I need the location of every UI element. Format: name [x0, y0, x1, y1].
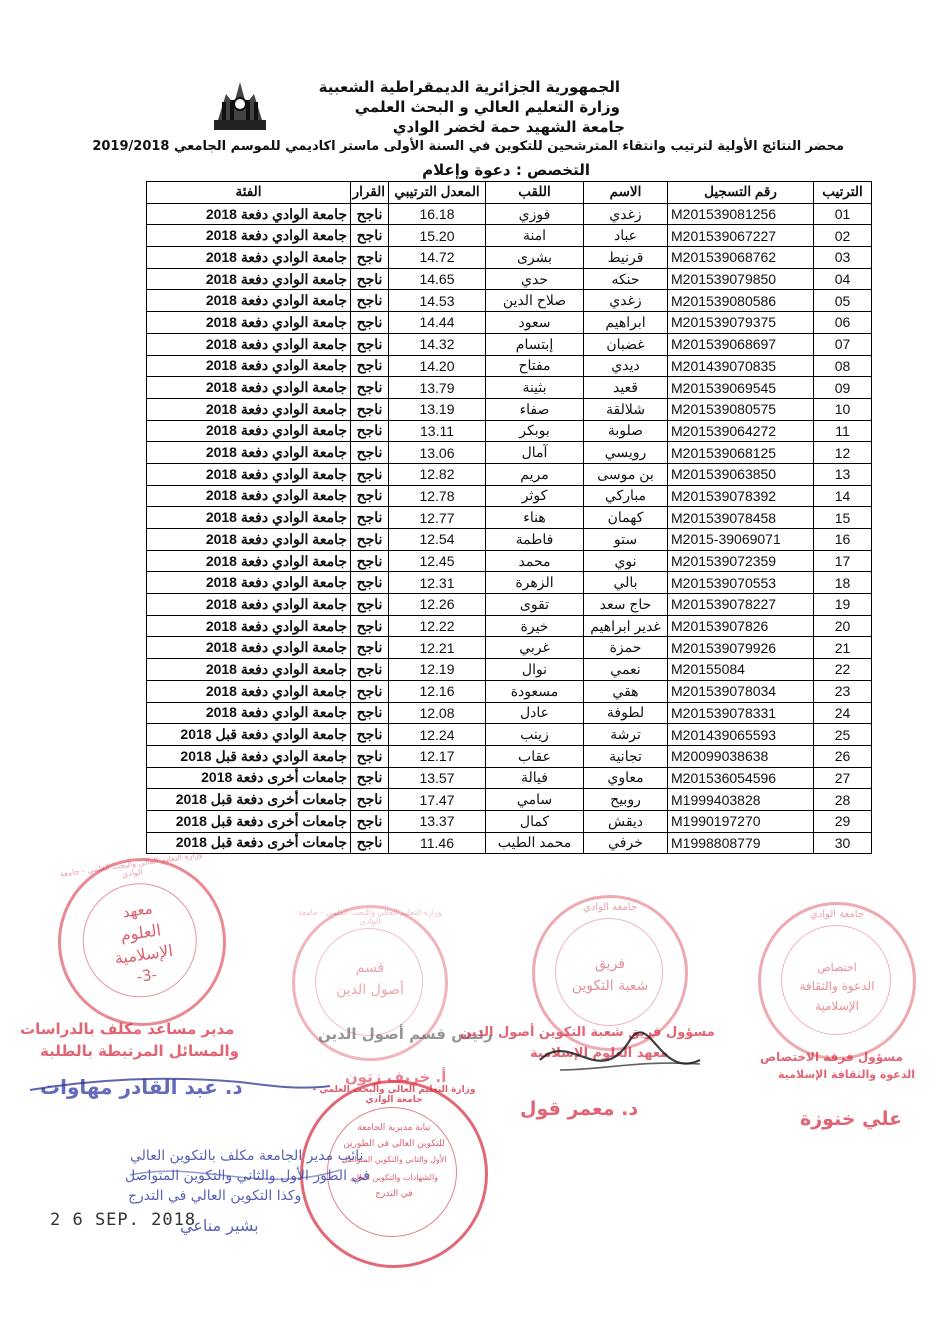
cell-first-name: حاج سعد	[584, 594, 668, 616]
cell-last-name: بوبكر	[486, 420, 584, 442]
cell-rank: 04	[814, 268, 872, 290]
cell-average: 15.20	[389, 225, 486, 247]
cell-decision: ناجح	[351, 398, 389, 420]
cell-rank: 01	[814, 203, 872, 225]
table-body	[147, 203, 872, 854]
cell-registration: M20155084	[668, 659, 814, 681]
cell-registration: M201539068125	[668, 442, 814, 464]
cell-category: جامعة الوادي دفعة 2018	[147, 507, 351, 529]
cell-decision: ناجح	[351, 767, 389, 789]
cell-category: جامعة الوادي دفعة 2018	[147, 637, 351, 659]
cell-first-name: ابراهيم	[584, 312, 668, 334]
cell-average: 14.44	[389, 312, 486, 334]
cell-first-name: غضبان	[584, 333, 668, 355]
cell-decision: ناجح	[351, 247, 389, 269]
table-row	[147, 442, 872, 464]
cell-decision: ناجح	[351, 529, 389, 551]
cell-average: 13.19	[389, 398, 486, 420]
cell-rank: 05	[814, 290, 872, 312]
stamp-institute-ring: وزارة التعليم العالي والبحث العلمي - جامعة الوادي	[59, 849, 203, 880]
cell-last-name: غربي	[486, 637, 584, 659]
sig1-title-1: مدير مساعد مكلف بالدراسات	[20, 1020, 235, 1038]
cell-first-name: ترشة	[584, 724, 668, 746]
cell-average: 12.26	[389, 594, 486, 616]
cell-decision: ناجح	[351, 355, 389, 377]
cell-registration: M201539078392	[668, 485, 814, 507]
cell-last-name: سامي	[486, 789, 584, 811]
cell-last-name: فوزي	[486, 203, 584, 225]
sig5-name: بشير مناعي	[180, 1216, 259, 1235]
cell-first-name: حنكه	[584, 268, 668, 290]
cell-last-name: فاطمة	[486, 529, 584, 551]
cell-rank: 26	[814, 745, 872, 767]
cell-decision: ناجح	[351, 312, 389, 334]
stamp-specialty-line3: الإسلامية	[815, 999, 859, 1013]
stamp-department-line1: قسم	[355, 960, 385, 976]
cell-registration: M201539078227	[668, 594, 814, 616]
table-row	[147, 680, 872, 702]
cell-last-name: كوثر	[486, 485, 584, 507]
stamp-training-line2: شعبة التكوين	[571, 978, 649, 994]
cell-rank: 11	[814, 420, 872, 442]
cell-decision: ناجح	[351, 442, 389, 464]
table-row	[147, 615, 872, 637]
cell-category: جامعة الوادي دفعة 2018	[147, 247, 351, 269]
cell-rank: 03	[814, 247, 872, 269]
ministry-name: وزارة التعليم العالي و البحث العلمي	[354, 98, 620, 116]
cell-decision: ناجح	[351, 572, 389, 594]
table-row	[147, 377, 872, 399]
cell-average: 14.20	[389, 355, 486, 377]
stamp-specialty-line2: الدعوة والثقافة	[799, 979, 875, 993]
cell-decision: ناجح	[351, 637, 389, 659]
cell-rank: 16	[814, 529, 872, 551]
cell-registration: M201539079926	[668, 637, 814, 659]
cell-first-name: ستو	[584, 529, 668, 551]
cell-category: جامعة الوادي دفعة 2018	[147, 594, 351, 616]
table-row	[147, 724, 872, 746]
cell-average: 17.47	[389, 789, 486, 811]
cell-first-name: معاوي	[584, 767, 668, 789]
cell-last-name: سعود	[486, 312, 584, 334]
cell-rank: 02	[814, 225, 872, 247]
cell-first-name: ديدي	[584, 355, 668, 377]
cell-last-name: الزهرة	[486, 572, 584, 594]
table-row	[147, 810, 872, 832]
cell-last-name: نوال	[486, 659, 584, 681]
col-last-name-header: اللقب	[486, 182, 584, 204]
cell-registration: M201539080586	[668, 290, 814, 312]
col-first-name-header: الاسم	[584, 182, 668, 204]
table-row	[147, 637, 872, 659]
cell-first-name: مباركي	[584, 485, 668, 507]
cell-registration: M201439065593	[668, 724, 814, 746]
cell-first-name: رويسي	[584, 442, 668, 464]
sig4-title: مسؤول فرقة الاختصاص	[760, 1050, 903, 1064]
cell-first-name: صلوبة	[584, 420, 668, 442]
cell-average: 14.72	[389, 247, 486, 269]
cell-registration: M201539072359	[668, 550, 814, 572]
specialty-title: التخصص : دعوة وإعلام	[422, 161, 590, 179]
cell-decision: ناجح	[351, 463, 389, 485]
sig3-sub: معهد العلوم الإسلامية	[530, 1046, 669, 1061]
cell-rank: 25	[814, 724, 872, 746]
cell-decision: ناجح	[351, 420, 389, 442]
cell-average: 12.17	[389, 745, 486, 767]
table-row	[147, 290, 872, 312]
sig3-name: د. معمر قول	[520, 1098, 639, 1120]
cell-first-name: عباد	[584, 225, 668, 247]
cell-category: جامعة الوادي دفعة 2018	[147, 572, 351, 594]
cell-decision: ناجح	[351, 832, 389, 854]
cell-last-name: زينب	[486, 724, 584, 746]
cell-registration: M201539068762	[668, 247, 814, 269]
stamp-vice-line5: في التدرج	[375, 1189, 413, 1199]
cell-first-name: غدير ابراهيم	[584, 615, 668, 637]
cell-category: جامعة الوادي دفعة قبل 2018	[147, 745, 351, 767]
cell-decision: ناجح	[351, 203, 389, 225]
cell-category: جامعة الوادي دفعة 2018	[147, 702, 351, 724]
cell-first-name: كهمان	[584, 507, 668, 529]
cell-category: جامعة الوادي دفعة 2018	[147, 680, 351, 702]
cell-average: 13.57	[389, 767, 486, 789]
cell-decision: ناجح	[351, 550, 389, 572]
specialty-stamp	[758, 902, 916, 1060]
stamp-specialty-ring: جامعة الوادي	[810, 909, 864, 920]
cell-decision: ناجح	[351, 789, 389, 811]
cell-first-name: خرفي	[584, 832, 668, 854]
table-row	[147, 832, 872, 854]
cell-registration: M201539078034	[668, 680, 814, 702]
cell-last-name: حدي	[486, 268, 584, 290]
cell-last-name: محمد	[486, 550, 584, 572]
table-row	[147, 312, 872, 334]
cell-rank: 13	[814, 463, 872, 485]
cell-registration: M201539069545	[668, 377, 814, 399]
cell-last-name: آمال	[486, 442, 584, 464]
sig2-title: رئيس قسم أصول الدين	[318, 1025, 493, 1043]
cell-registration: M20153907826	[668, 615, 814, 637]
cell-category: جامعة الوادي دفعة 2018	[147, 420, 351, 442]
cell-last-name: محمد الطيب	[486, 832, 584, 854]
sig3-title: مسؤول فريق شعبة التكوين أصول الدين	[460, 1025, 715, 1040]
cell-decision: ناجح	[351, 594, 389, 616]
cell-first-name: زغدي	[584, 290, 668, 312]
table-row	[147, 203, 872, 225]
cell-first-name: بالي	[584, 572, 668, 594]
cell-average: 12.45	[389, 550, 486, 572]
stamp-department-ring: وزارة التعليم العالي والبحث العلمي - جامعة الوادي	[298, 908, 442, 926]
cell-rank: 30	[814, 832, 872, 854]
cell-rank: 14	[814, 485, 872, 507]
cell-first-name: قرنيط	[584, 247, 668, 269]
cell-rank: 21	[814, 637, 872, 659]
sig5-line2: في الطور الأول والثاني والتكوين المتواصل	[125, 1168, 370, 1184]
cell-registration: M1990197270	[668, 810, 814, 832]
cell-category: جامعة الوادي دفعة 2018	[147, 659, 351, 681]
cell-category: جامعات أخرى دفعة قبل 2018	[147, 810, 351, 832]
cell-decision: ناجح	[351, 745, 389, 767]
cell-registration: M201539079850	[668, 268, 814, 290]
cell-rank: 07	[814, 333, 872, 355]
sig2-name: أ. خريف زتون	[345, 1068, 447, 1086]
cell-average: 12.08	[389, 702, 486, 724]
cell-registration: M201536054596	[668, 767, 814, 789]
cell-last-name: صلاح الدين	[486, 290, 584, 312]
cell-category: جامعة الوادي دفعة 2018	[147, 225, 351, 247]
cell-registration: M1998808779	[668, 832, 814, 854]
cell-category: جامعة الوادي دفعة 2018	[147, 615, 351, 637]
cell-last-name: مفتاح	[486, 355, 584, 377]
cell-registration: M20099038638	[668, 745, 814, 767]
cell-decision: ناجح	[351, 659, 389, 681]
stamp-institute-line4: -3-	[135, 965, 159, 987]
cell-decision: ناجح	[351, 225, 389, 247]
cell-category: جامعة الوادي دفعة 2018	[147, 355, 351, 377]
cell-registration: M201539064272	[668, 420, 814, 442]
table-row	[147, 247, 872, 269]
table-row	[147, 333, 872, 355]
sig4-sub: الدعوة والثقافة الإسلامية	[778, 1068, 916, 1081]
university-name: جامعة الشهيد حمة لخضر الوادي	[392, 118, 625, 136]
cell-average: 12.21	[389, 637, 486, 659]
cell-rank: 20	[814, 615, 872, 637]
university-logo-icon	[212, 74, 268, 132]
cell-first-name: تجانية	[584, 745, 668, 767]
cell-average: 13.06	[389, 442, 486, 464]
table-row	[147, 767, 872, 789]
cell-last-name: فيالة	[486, 767, 584, 789]
cell-registration: M201539081256	[668, 203, 814, 225]
cell-average: 16.18	[389, 203, 486, 225]
cell-registration: M201539079375	[668, 312, 814, 334]
stamp-vice-ring: وزارة التعليم العالي والبحث العلمي - جامعة الوادي	[312, 1085, 476, 1105]
cell-first-name: بن موسى	[584, 463, 668, 485]
table-row	[147, 529, 872, 551]
cell-category: جامعة الوادي دفعة 2018	[147, 398, 351, 420]
cell-category: جامعة الوادي دفعة 2018	[147, 290, 351, 312]
cell-rank: 28	[814, 789, 872, 811]
stamp-specialty-line1: اختصاص	[817, 961, 857, 974]
cell-first-name: ديقش	[584, 810, 668, 832]
cell-last-name: مريم	[486, 463, 584, 485]
cell-decision: ناجح	[351, 724, 389, 746]
cell-first-name: روبيح	[584, 789, 668, 811]
cell-average: 12.54	[389, 529, 486, 551]
cell-average: 12.78	[389, 485, 486, 507]
stamp-training-ring: جامعة الوادي	[583, 902, 637, 913]
cell-registration: M201439070835	[668, 355, 814, 377]
sig4-name: علي خنوزة	[800, 1108, 903, 1130]
cell-category: جامعة الوادي دفعة 2018	[147, 377, 351, 399]
sig5-line1: نائب مدير الجامعة مكلف بالتكوين العالي	[130, 1148, 364, 1164]
results-table	[146, 181, 872, 854]
cell-average: 12.22	[389, 615, 486, 637]
col-average-header: المعدل الترتيبي	[389, 182, 486, 204]
cell-first-name: زغدي	[584, 203, 668, 225]
table-row	[147, 398, 872, 420]
stamp-vice-line2: للتكوين العالي في الطورين	[343, 1139, 445, 1149]
table-header-row	[147, 182, 872, 204]
cell-last-name: امنة	[486, 225, 584, 247]
cell-average: 13.37	[389, 810, 486, 832]
stamp-institute-line2: العلوم	[119, 920, 163, 945]
cell-rank: 24	[814, 702, 872, 724]
institute-stamp	[47, 847, 237, 1037]
cell-last-name: عادل	[486, 702, 584, 724]
cell-decision: ناجح	[351, 702, 389, 724]
sig1-name: د. عبد القادر مهاوات	[40, 1075, 243, 1099]
document-title: محضر النتائج الأولية لترتيب وانتقاء المترشحين للتكوين في السنة الأولى ماستر اكاديمي للموسم الجامعي 2019/2018	[92, 139, 844, 154]
col-registration-header: رقم التسجيل	[668, 182, 814, 204]
cell-first-name: شلالقة	[584, 398, 668, 420]
stamp-institute-line3: الإسلامية	[113, 940, 175, 968]
cell-category: جامعة الوادي دفعة 2018	[147, 550, 351, 572]
cell-average: 14.53	[389, 290, 486, 312]
cell-category: جامعة الوادي دفعة قبل 2018	[147, 724, 351, 746]
cell-decision: ناجح	[351, 485, 389, 507]
table-row	[147, 507, 872, 529]
cell-average: 12.24	[389, 724, 486, 746]
cell-category: جامعات أخرى دفعة 2018	[147, 767, 351, 789]
cell-category: جامعة الوادي دفعة 2018	[147, 485, 351, 507]
cell-rank: 29	[814, 810, 872, 832]
cell-decision: ناجح	[351, 507, 389, 529]
cell-average: 13.11	[389, 420, 486, 442]
cell-average: 12.82	[389, 463, 486, 485]
cell-rank: 23	[814, 680, 872, 702]
cell-last-name: صفاء	[486, 398, 584, 420]
cell-last-name: إبتسام	[486, 333, 584, 355]
cell-average: 13.79	[389, 377, 486, 399]
table-row	[147, 594, 872, 616]
col-rank-header: الترتيب	[814, 182, 872, 204]
cell-registration: M201539070553	[668, 572, 814, 594]
cell-average: 12.31	[389, 572, 486, 594]
country-name: الجمهورية الجزائرية الديمقراطية الشعبية	[318, 78, 620, 96]
cell-decision: ناجح	[351, 333, 389, 355]
table-row	[147, 659, 872, 681]
table-row	[147, 225, 872, 247]
cell-average: 12.19	[389, 659, 486, 681]
table-row	[147, 702, 872, 724]
cell-last-name: بثينة	[486, 377, 584, 399]
cell-registration: M201539078458	[668, 507, 814, 529]
sig1-title-2: والمسائل المرتبطة بالطلبة	[40, 1042, 239, 1060]
cell-average: 11.46	[389, 832, 486, 854]
cell-first-name: لطوفة	[584, 702, 668, 724]
cell-last-name: تقوى	[486, 594, 584, 616]
cell-last-name: مسعودة	[486, 680, 584, 702]
cell-category: جامعة الوادي دفعة 2018	[147, 312, 351, 334]
cell-rank: 17	[814, 550, 872, 572]
cell-first-name: حمزة	[584, 637, 668, 659]
cell-registration: M201539067227	[668, 225, 814, 247]
table-row	[147, 550, 872, 572]
table-row	[147, 355, 872, 377]
cell-last-name: بشرى	[486, 247, 584, 269]
table-row	[147, 789, 872, 811]
cell-last-name: كمال	[486, 810, 584, 832]
cell-registration: M201539063850	[668, 463, 814, 485]
stamp-institute-line1: معهد	[121, 899, 154, 922]
cell-average: 14.32	[389, 333, 486, 355]
cell-average: 14.65	[389, 268, 486, 290]
cell-rank: 27	[814, 767, 872, 789]
cell-rank: 10	[814, 398, 872, 420]
cell-rank: 12	[814, 442, 872, 464]
stamp-vice-line3: الأول والثاني والتكوين المتواصل	[341, 1155, 447, 1164]
table-row	[147, 745, 872, 767]
cell-category: جامعات أخرى دفعة قبل 2018	[147, 832, 351, 854]
cell-decision: ناجح	[351, 290, 389, 312]
cell-decision: ناجح	[351, 615, 389, 637]
cell-last-name: هناء	[486, 507, 584, 529]
stamp-vice-line4: والشهادات والتكوين العالي	[349, 1173, 439, 1182]
cell-registration: M201539080575	[668, 398, 814, 420]
col-decision-header: القرار	[351, 182, 389, 204]
cell-rank: 22	[814, 659, 872, 681]
cell-first-name: هقي	[584, 680, 668, 702]
cell-registration: M201539068697	[668, 333, 814, 355]
table-row	[147, 420, 872, 442]
cell-rank: 19	[814, 594, 872, 616]
cell-last-name: عقاب	[486, 745, 584, 767]
cell-decision: ناجح	[351, 810, 389, 832]
cell-category: جامعة الوادي دفعة 2018	[147, 333, 351, 355]
cell-first-name: نعمي	[584, 659, 668, 681]
sig5-line3: وكذا التكوين العالي في التدرج	[128, 1188, 302, 1204]
cell-average: 12.16	[389, 680, 486, 702]
cell-registration: M201539078331	[668, 702, 814, 724]
cell-registration: M2015-39069071	[668, 529, 814, 551]
date-stamp: 2 6 SEP. 2018	[50, 1210, 197, 1230]
cell-first-name: نوي	[584, 550, 668, 572]
cell-rank: 08	[814, 355, 872, 377]
cell-first-name: قعيد	[584, 377, 668, 399]
table-row	[147, 485, 872, 507]
cell-rank: 15	[814, 507, 872, 529]
col-category-header: الفئة	[147, 182, 351, 204]
cell-decision: ناجح	[351, 268, 389, 290]
cell-average: 12.77	[389, 507, 486, 529]
cell-category: جامعات أخرى دفعة قبل 2018	[147, 789, 351, 811]
cell-rank: 18	[814, 572, 872, 594]
cell-decision: ناجح	[351, 680, 389, 702]
stamp-vice-line1: نيابة مديرية الجامعة	[357, 1123, 431, 1133]
stamp-training-line1: فريق	[595, 956, 625, 972]
table-row	[147, 268, 872, 290]
table-row	[147, 463, 872, 485]
cell-category: جامعة الوادي دفعة 2018	[147, 268, 351, 290]
cell-category: جامعة الوادي دفعة 2018	[147, 463, 351, 485]
cell-rank: 09	[814, 377, 872, 399]
cell-rank: 06	[814, 312, 872, 334]
cell-decision: ناجح	[351, 377, 389, 399]
cell-category: جامعة الوادي دفعة 2018	[147, 529, 351, 551]
cell-category: جامعة الوادي دفعة 2018	[147, 442, 351, 464]
cell-last-name: خيرة	[486, 615, 584, 637]
stamp-department-line2: أصول الدين	[336, 982, 404, 998]
cell-category: جامعة الوادي دفعة 2018	[147, 203, 351, 225]
table-row	[147, 572, 872, 594]
cell-registration: M1999403828	[668, 789, 814, 811]
